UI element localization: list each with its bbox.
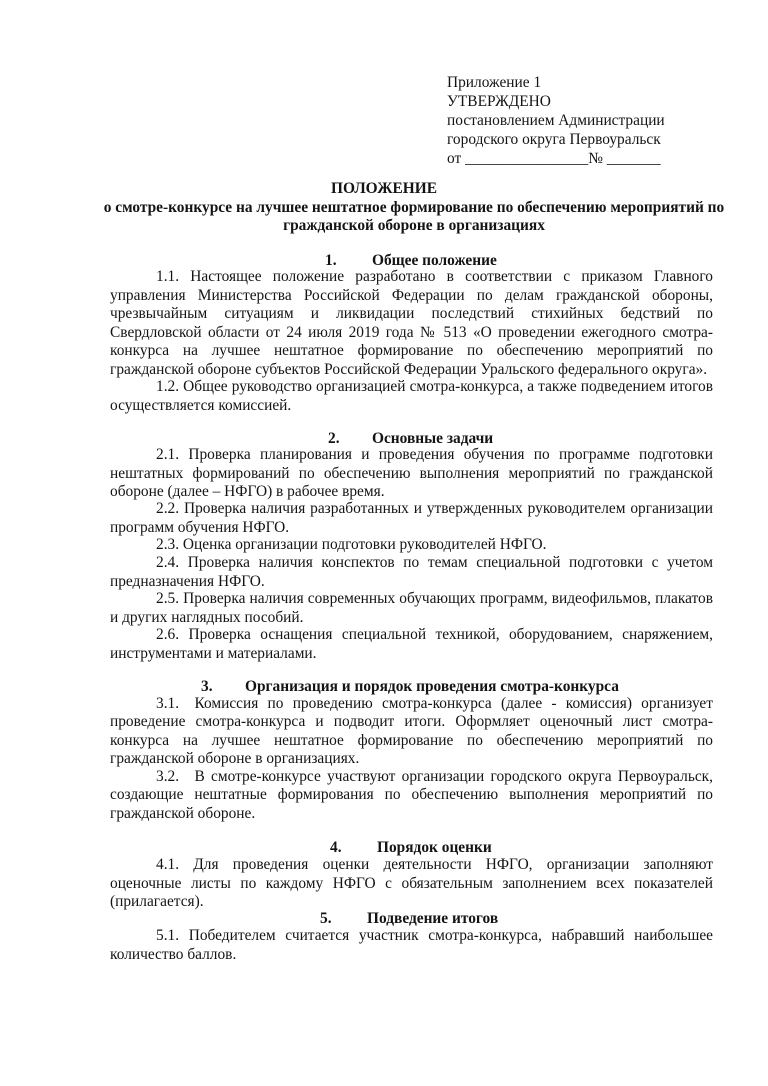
paragraph-2-4: 2.4. Проверка наличия конспектов по темам специальной подготовки с учетом предназначения НФГО.: [110, 554, 713, 590]
paragraph-2-2: 2.2. Проверка наличия разработанных и утвержденных руководителем организации программ обучения НФГО.: [110, 500, 713, 536]
section-title: Организация и порядок проведения смотра-конкурса: [245, 678, 619, 695]
document-title: ПОЛОЖЕНИЕ: [331, 180, 437, 197]
section-number: 4.: [330, 839, 342, 856]
paragraph-2-6: 2.6. Проверка оснащения специальной техникой, оборудованием, снаряжением, инструментами и материалами.: [110, 626, 713, 662]
section-title: Основные задачи: [372, 430, 494, 447]
paragraph-2-5: 2.5. Проверка наличия современных обучающих программ, видеофильмов, плакатов и других наглядных пособий.: [110, 590, 713, 626]
paragraph-3-2: 3.2. В смотре-конкурсе участвуют организации городского округа Первоуральск, создающие нештатные формирования по обеспечению выполнения мероприятий по гражданской обороне.: [110, 768, 713, 822]
approved-by-line: постановлением Администрации: [447, 112, 665, 129]
section-number: 1.: [325, 252, 337, 269]
approval-block: [447, 73, 747, 168]
approved-label: УТВЕРЖДЕНО: [447, 93, 551, 110]
paragraph-2-3: 2.3. Оценка организации подготовки руководителей НФГО.: [156, 536, 547, 553]
approval-date-number-line: от ________________№ _______: [447, 150, 661, 167]
paragraph-1-2: 1.2. Общее руководство организацией смотра-конкурса, а также подведением итогов осуществляется комиссией.: [110, 378, 713, 414]
section-number: 2.: [328, 430, 340, 447]
paragraph-1-1: 1.1. Настоящее положение разработано в соответствии с приказом Главного управления Министерства Российской Федерации по делам гражданской обороны, чрезвычайным ситуациям и ликвидации последствий стихийных бедствий по Свердловской области от 24 июля 2019 года № 513 «О проведении ежегодного смотра-конкурса на лучшее нештатное формирование по обеспечению мероприятий по гражданской обороне субъектов Российской Федерации Уральского федерального округа».: [110, 268, 713, 378]
approved-by-org: городского округа Первоуральск: [447, 131, 661, 148]
paragraph-3-1: 3.1. Комиссия по проведению смотра-конкурса (далее - комиссия) организует проведение смотра-конкурса и подводит итоги. Оформляет оценочный лист смотра-конкурса на лучшее нештатное формирование по обеспечению мероприятий по гражданской обороне в организациях.: [110, 695, 713, 768]
paragraph-5-1: 5.1. Победителем считается участник смотра-конкурса, набравший наибольшее количество баллов.: [110, 927, 713, 963]
section-title: Порядок оценки: [377, 839, 492, 856]
paragraph-2-1: 2.1. Проверка планирования и проведения обучения по программе подготовки нештатных формирований по обеспечению выполнения мероприятий по гражданской обороне (далее – НФГО) в рабочее время.: [110, 446, 713, 501]
appendix-label: Приложение 1: [447, 74, 542, 91]
document-subtitle: о смотре-конкурсе на лучшее нештатное формирование по обеспечению мероприятий по гражданской обороне в организациях: [103, 199, 725, 234]
section-number: 5.: [320, 910, 332, 927]
section-title: Подведение итогов: [367, 910, 499, 927]
section-number: 3.: [201, 678, 213, 695]
section-title: Общее положение: [372, 252, 497, 269]
paragraph-4-1: 4.1. Для проведения оценки деятельности НФГО, организации заполняют оценочные листы по каждому НФГО с обязательным заполнением всех показателей (прилагается).: [110, 856, 713, 911]
